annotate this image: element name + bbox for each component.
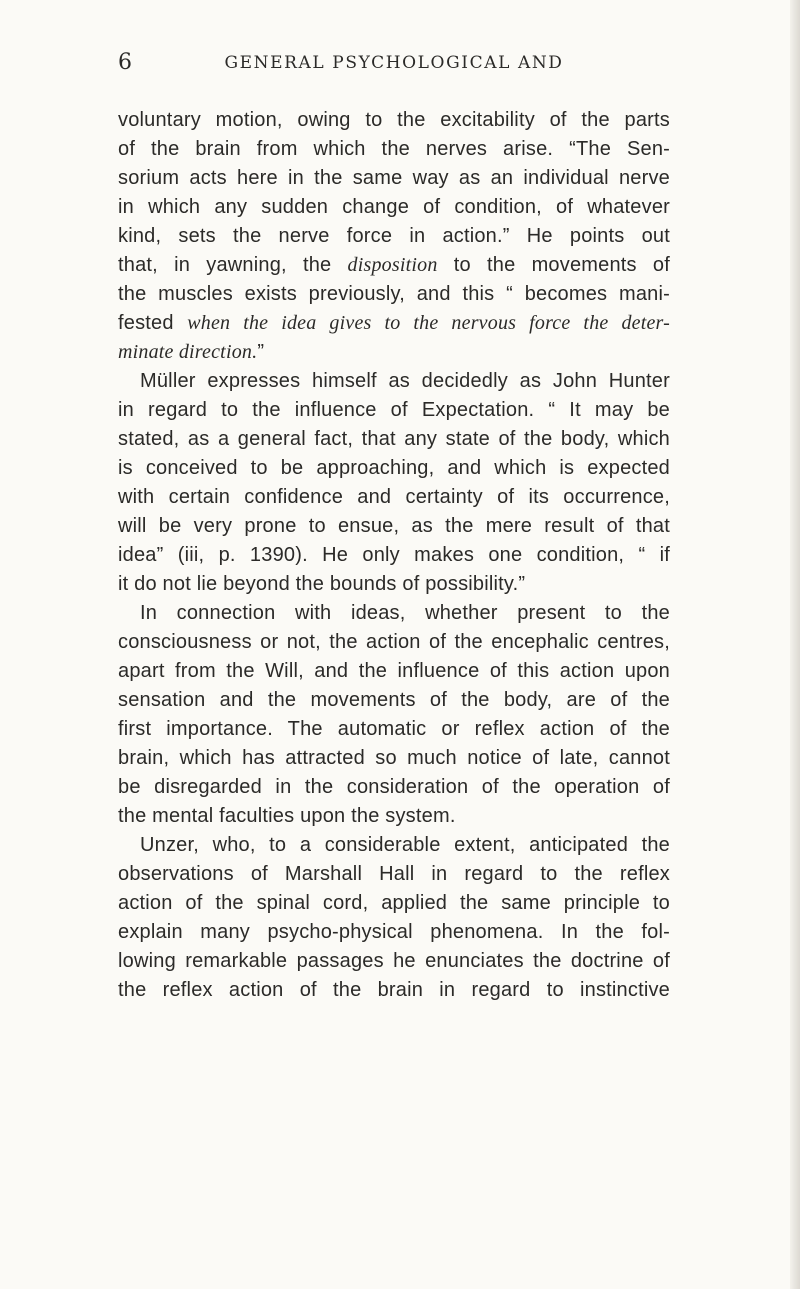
text-line: [118, 512, 670, 541]
text-span: stated, as a general fact, that any state of the body, which: [118, 428, 670, 450]
body-text: [118, 106, 670, 1005]
italic-text: disposition: [347, 254, 438, 276]
text-line: [118, 280, 670, 309]
text-span: sensation and the movements of the body, are of the: [118, 689, 670, 711]
italic-text: minate direction.: [118, 341, 258, 363]
italic-text: when the idea gives to the nervous force the deter-: [187, 312, 670, 334]
text-line: [118, 686, 670, 715]
text-span: the reflex action of the brain in regard to instinctive: [118, 979, 670, 1001]
text-span: to the movements of: [437, 254, 670, 276]
text-line: [118, 773, 670, 802]
text-span: the mental faculties upon the system.: [118, 805, 456, 827]
text-line: [118, 309, 670, 338]
text-span: action of the spinal cord, applied the same principle to: [118, 892, 670, 914]
text-span: In connection with ideas, whether present to the: [140, 602, 670, 624]
text-line: [118, 860, 670, 889]
text-span: that, in yawning, the: [118, 254, 348, 276]
text-span: will be very prone to ensue, as the mere result of that: [118, 515, 670, 537]
text-span: sorium acts here in the same way as an individual nerve: [118, 167, 670, 189]
text-span: fested: [118, 312, 188, 334]
text-span: consciousness or not, the action of the encephalic centres,: [118, 631, 670, 653]
text-line: [118, 947, 670, 976]
text-line: [118, 338, 670, 367]
text-line: [118, 425, 670, 454]
text-line: [118, 715, 670, 744]
text-line: [118, 164, 670, 193]
text-span: ”: [257, 341, 265, 363]
text-span: apart from the Will, and the influence of this action upon: [118, 660, 670, 682]
page-edge: [790, 0, 800, 1289]
text-line: [118, 454, 670, 483]
text-span: is conceived to be approaching, and which is expected: [118, 457, 670, 479]
text-line: [118, 599, 670, 628]
text-line: [118, 367, 670, 396]
text-line: [118, 396, 670, 425]
text-span: first importance. The automatic or reflex action of the: [118, 718, 670, 740]
text-span: be disregarded in the consideration of the operation of: [118, 776, 670, 798]
page-number: 6: [118, 50, 132, 75]
text-span: observations of Marshall Hall in regard to the reflex: [118, 863, 670, 885]
text-span: it do not lie beyond the bounds of possibility.”: [118, 573, 526, 595]
text-line: [118, 570, 670, 599]
text-span: lowing remarkable passages he enunciates the doctrine of: [118, 950, 670, 972]
text-span: the muscles exists previously, and this “ becomes mani-: [118, 283, 670, 305]
text-line: [118, 135, 670, 164]
page-header: [118, 50, 670, 80]
text-line: [118, 918, 670, 947]
text-span: with certain confidence and certainty of its occurrence,: [118, 486, 670, 508]
text-span: in which any sudden change of condition, of whatever: [118, 196, 670, 218]
running-title: GENERAL PSYCHOLOGICAL AND: [224, 53, 564, 73]
text-line: [118, 831, 670, 860]
text-span: explain many psycho-physical phenomena. In the fol-: [118, 921, 670, 943]
text-line: [118, 541, 670, 570]
text-line: [118, 106, 670, 135]
text-span: of the brain from which the nerves arise. “The Sen-: [118, 138, 670, 160]
text-span: brain, which has attracted so much notice of late, cannot: [118, 747, 670, 769]
text-span: idea” (iii, p. 1390). He only makes one condition, “ if: [118, 544, 670, 566]
text-line: [118, 628, 670, 657]
text-line: [118, 251, 670, 280]
text-line: [118, 889, 670, 918]
text-line: [118, 657, 670, 686]
text-line: [118, 976, 670, 1005]
text-span: kind, sets the nerve force in action.” He points out: [118, 225, 670, 247]
text-span: Unzer, who, to a considerable extent, anticipated the: [140, 834, 670, 856]
text-line: [118, 483, 670, 512]
text-line: [118, 744, 670, 773]
text-span: voluntary motion, owing to the excitability of the parts: [118, 109, 670, 131]
text-span: in regard to the influence of Expectation. “ It may be: [118, 399, 670, 421]
text-line: [118, 222, 670, 251]
text-line: [118, 802, 670, 831]
text-span: Müller expresses himself as decidedly as John Hunter: [140, 370, 670, 392]
text-line: [118, 193, 670, 222]
